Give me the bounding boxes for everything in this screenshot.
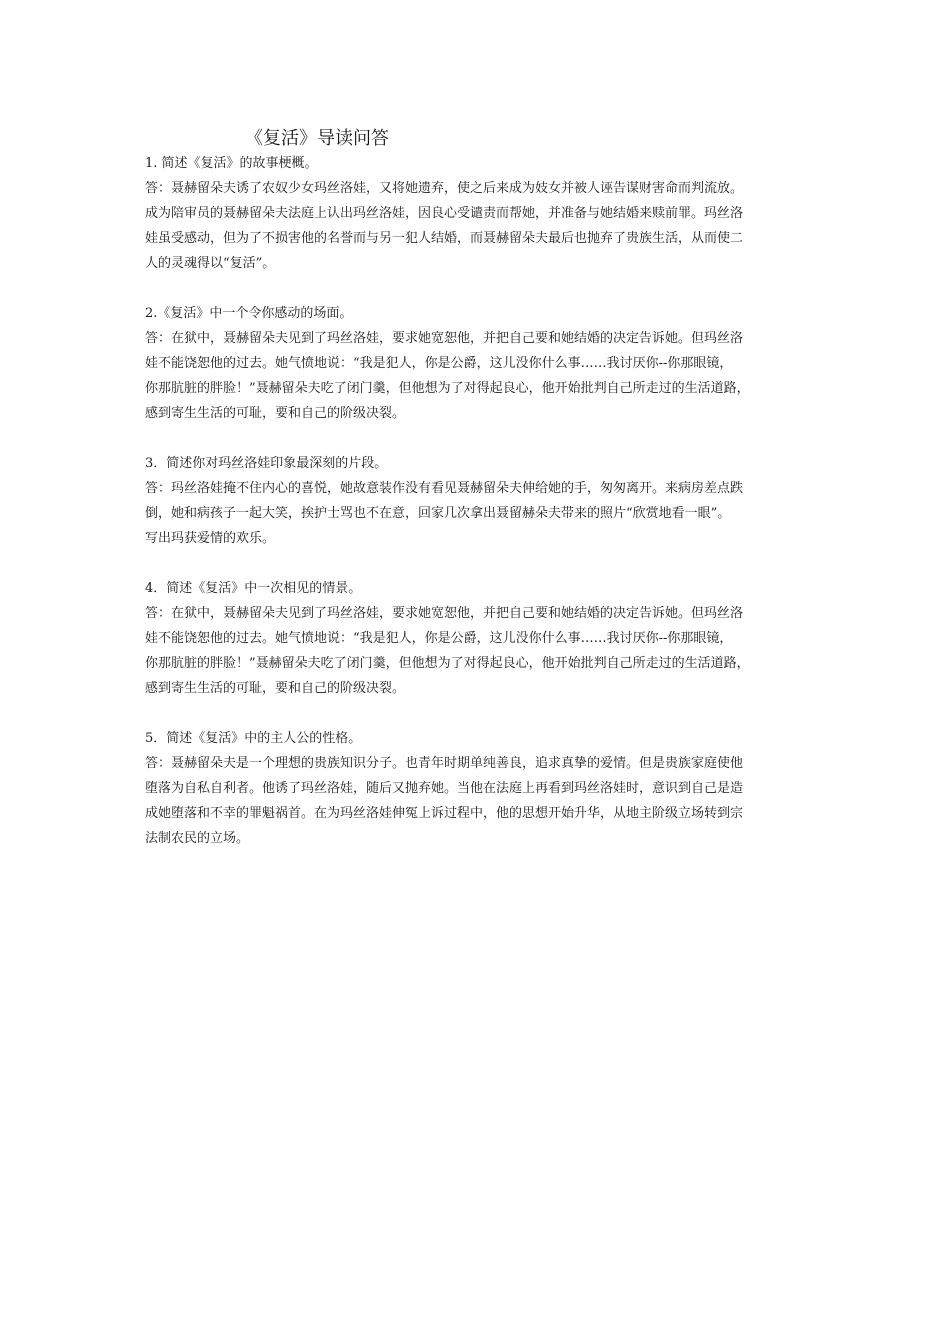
answer-line: 法制农民的立场。 bbox=[145, 831, 250, 846]
answer-2 bbox=[145, 326, 815, 426]
question-3: 3．简述你对玛丝洛娃印象最深刻的片段。 bbox=[145, 456, 388, 471]
qa-section-3 bbox=[145, 451, 815, 551]
answer-line: 成她堕落和不幸的罪魁祸首。在为玛丝洛娃伸冤上诉过程中，他的思想开始升华，从地主阶级立场转到宗 bbox=[145, 806, 744, 821]
question-4: 4．简述《复活》中一次相见的情景。 bbox=[145, 581, 362, 596]
answer-line: 感到寄生生活的可耻，要和自己的阶级决裂。 bbox=[145, 406, 406, 421]
answer-line: 堕落为自私自利者。他诱了玛丝洛娃，随后又抛弃她。当他在法庭上再看到玛丝洛娃时，意识到自己是造 bbox=[145, 781, 744, 796]
answer-1 bbox=[145, 176, 815, 276]
answer-line: 答：在狱中，聂赫留朵夫见到了玛丝洛娃，要求她宽恕他，并把自己要和她结婚的决定告诉她。但玛丝洛 bbox=[145, 606, 744, 621]
answer-line: 娃不能饶恕他的过去。她气愤地说：“我是犯人，你是公爵，这儿没你什么事……我讨厌你--你那眼镜， bbox=[145, 631, 733, 646]
answer-line: 答：聂赫留朵夫诱了农奴少女玛丝洛娃，又将她遗弃，使之后来成为妓女并被人诬告谋财害命而判流放。 bbox=[145, 181, 744, 196]
qa-section-1 bbox=[145, 151, 815, 276]
answer-line: 写出玛获爱情的欢乐。 bbox=[145, 531, 276, 546]
answer-line: 人的灵魂得以“复活”。 bbox=[145, 256, 276, 271]
answer-line: 娃虽受感动，但为了不损害他的名誉而与另一犯人结婚，而聂赫留朵夫最后也抛弃了贵族生活，从而使二 bbox=[145, 231, 744, 246]
answer-line: 娃不能饶恕他的过去。她气愤地说：“我是犯人，你是公爵，这儿没你什么事……我讨厌你--你那眼镜， bbox=[145, 356, 733, 371]
question-2: 2.《复活》中一个令你感动的场面。 bbox=[145, 306, 353, 321]
qa-section-5 bbox=[145, 726, 815, 851]
answer-line: 你那肮脏的胖脸！”聂赫留朵夫吃了闭门羹，但他想为了对得起良心，他开始批判自己所走过的生活道路， bbox=[145, 381, 750, 396]
qa-section-2 bbox=[145, 301, 815, 426]
document-title: 《复活》导读问答 bbox=[245, 128, 389, 149]
question-5: 5．简述《复活》中的主人公的性格。 bbox=[145, 731, 362, 746]
question-1: 1. 简述《复活》的故事梗概。 bbox=[145, 156, 318, 171]
answer-line: 答：聂赫留朵夫是一个理想的贵族知识分子。也青年时期单纯善良，追求真挚的爱情。但是贵族家庭使他 bbox=[145, 756, 744, 771]
qa-section-4 bbox=[145, 576, 815, 701]
answer-line: 成为陪审员的聂赫留朵夫法庭上认出玛丝洛娃，因良心受谴责而帮她，并准备与她结婚来赎前罪。玛丝洛 bbox=[145, 206, 744, 221]
qa-list bbox=[145, 151, 815, 876]
answer-line: 倒，她和病孩子一起大笑，挨护士骂也不在意，回家几次拿出聂留赫朵夫带来的照片“欣赏地看一眼”。 bbox=[145, 506, 731, 521]
answer-line: 答：玛丝洛娃掩不住内心的喜悦，她故意装作没有看见聂赫留朵夫伸给她的手，匆匆离开。来病房差点跌 bbox=[145, 481, 744, 496]
answer-3 bbox=[145, 476, 815, 551]
answer-line: 感到寄生生活的可耻，要和自己的阶级决裂。 bbox=[145, 681, 406, 696]
answer-5 bbox=[145, 751, 815, 851]
answer-line: 答：在狱中，聂赫留朵夫见到了玛丝洛娃，要求她宽恕他，并把自己要和她结婚的决定告诉她。但玛丝洛 bbox=[145, 331, 744, 346]
answer-4 bbox=[145, 601, 815, 701]
answer-line: 你那肮脏的胖脸！”聂赫留朵夫吃了闭门羹，但他想为了对得起良心，他开始批判自己所走过的生活道路， bbox=[145, 656, 750, 671]
